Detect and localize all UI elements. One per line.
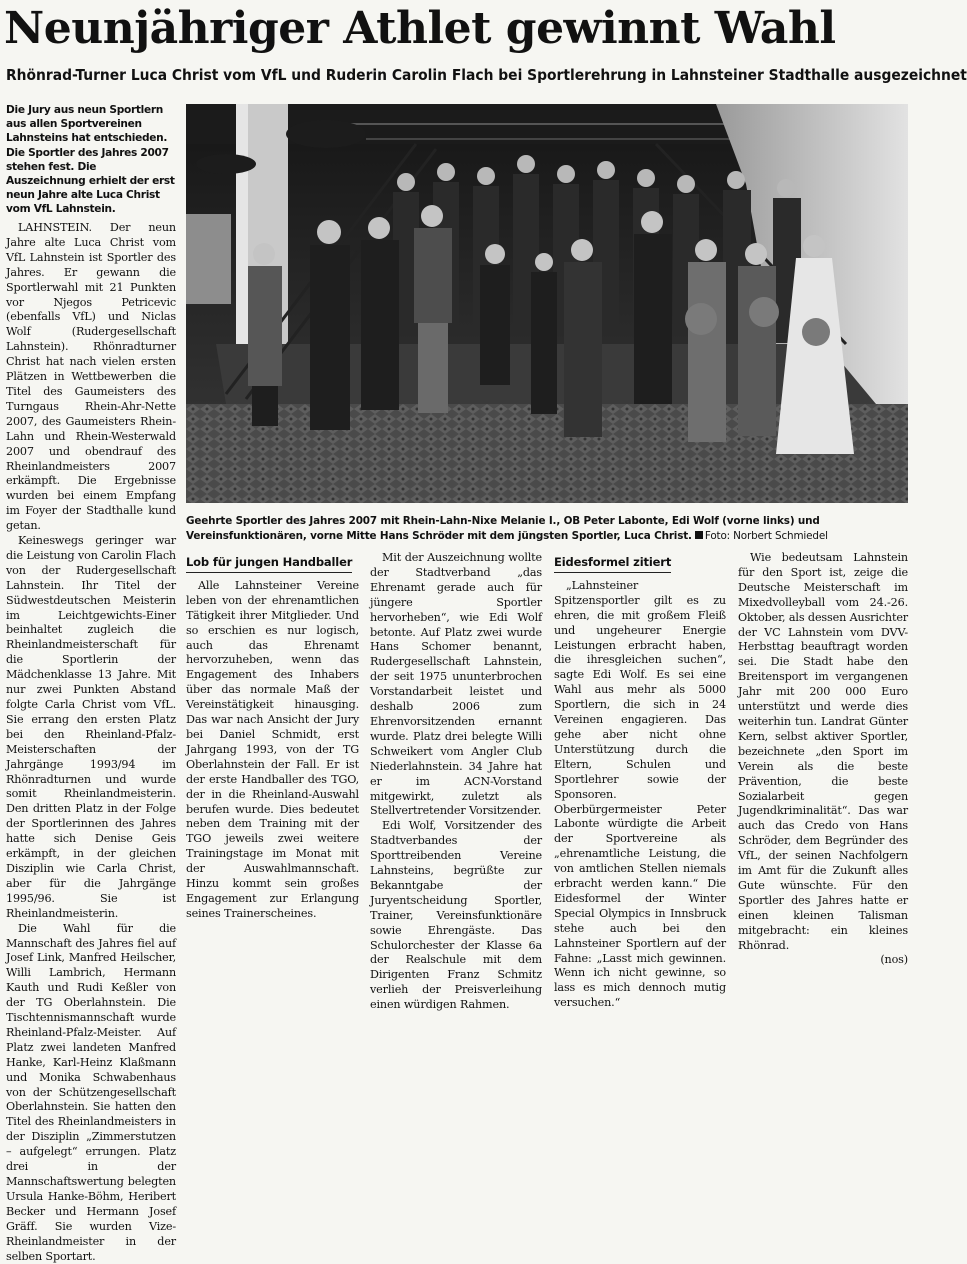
paragraph: Mit der Auszeichnung wollte der Stadtverband „das Ehrenamt gerade auch für jüngere Sportler hervorheben“, wie Edi Wolf betonte. Auf Platz zwei wurde Hans Schomer benannt, Rudergesellschaft Lahnstein, der seit 1975 ununterbrochen Vorstandarbeit leistet und deshalb 2006 zum Ehrenvorsitzenden ernannt wurde. Platz drei belegte Willi Schweikert vom Angler Club Niederlahnstein. 34 Jahre hat er im ACN-Vorstand mitgewirkt, zuletzt als Stellvertretender Vorsitzender.	[370, 551, 542, 818]
column-3	[370, 551, 542, 1017]
column-5	[738, 551, 908, 1017]
column-1	[6, 221, 176, 1263]
group-photo	[186, 104, 908, 503]
photo-credit: Foto: Norbert Schmiedel	[704, 529, 828, 542]
paragraph: Edi Wolf, Vorsitzender des Stadtverbandes der Sporttreibenden Vereine Lahnsteins, begrüßte zur Bekanntgabe der Juryentscheidung Sportler, Trainer, Vereinsfunktionäre sowie Ehrengäste. Das Schulorchester der Klasse 6a der Realschule mit dem Dirigenten Franz Schmitz verlieh der Preisverleihung einen würdigen Rahmen.	[370, 819, 542, 1012]
photo-caption	[186, 514, 908, 543]
subhead-handball: Lob für jungen Handballer	[186, 555, 352, 573]
paragraph: LAHNSTEIN. Der neun Jahre alte Luca Christ vom VfL Lahnstein ist Sportler des Jahres. Er gewann die Sportlerwahl mit 21 Punkten vor Njegos Petricevic (ebenfalls VfL) und Niclas Wolf (Rudergesellschaft Lahnstein). Rhönradturner Christ hat nach vielen ersten Plätzen in Wettbewerben die Titel des Gaumeisters des Turngaus Rhein-Ahr-Nette 2007, des Gaumeisters Rhein-Lahn und Rhein-Westerwald 2007 und obendrauf des Rheinlandmeisters 2007 erkämpft. Die Ergebnisse wurden bei einem Empfang im Foyer der Stadthalle kund getan.	[6, 221, 176, 533]
subhead-eid: Eidesformel zitiert	[554, 555, 671, 573]
square-bullet-icon	[695, 531, 703, 539]
column-4	[554, 551, 726, 1017]
caption-text: Geehrte Sportler des Jahres 2007 mit Rhein-Lahn-Nixe Melanie I., OB Peter Labonte, Edi Wolf (vorne links) und Vereinsfunktionären, vorne Mitte Hans Schröder mit dem jüngsten Sportler, Luca Christ.	[186, 515, 820, 542]
headline: Neunjähriger Athlet gewinnt Wahl	[4, 3, 836, 54]
group-photo-illustration	[186, 104, 908, 503]
lead-paragraph: Die Jury aus neun Sportlern aus allen Sportvereinen Lahnsteins hat entschieden. Die Sportler des Jahres 2007 stehen fest. Die Auszeichnung erhielt der erst neun Jahre alte Luca Christ vom VfL Lahnstein.	[6, 104, 175, 216]
author-signature: (nos)	[880, 953, 908, 967]
subheadline: Rhönrad-Turner Luca Christ vom VfL und Ruderin Carolin Flach bei Sportlerehrung in Lahnsteiner Stadthalle ausgezeichnet	[6, 66, 967, 84]
column-2	[186, 551, 359, 1017]
paragraph: Wie bedeutsam Lahnstein für den Sport ist, zeige die Deutsche Meisterschaft im Mixedvolleyball vom 24.-26. Oktober, als dessen Ausrichter der VC Lahnstein vom DVV-Herbsttag beauftragt worden sei. Die Stadt habe den Breitensport im vergangenen Jahr mit 200 000 Euro unterstützt und werde dies weiterhin tun. Landrat Günter Kern, selbst aktiver Sportler, bezeichnete „den Sport im Verein als die beste Prävention, die beste Sozialarbeit gegen Jugendkriminalität“. Das war auch das Credo von Hans Schröder, dem Begründer des VfL, der seinen Nachfolgern im Amt für die Zukunft alles Gute wünschte. Für den Sportler des Jahres hatte er einen kleinen Talisman mitgebracht: ein kleines Rhönrad.	[738, 551, 908, 952]
paragraph: Die Wahl für die Mannschaft des Jahres fiel auf Josef Link, Manfred Heilscher, Willi Lambrich, Hermann Kauth und Rudi Keßler von der TG Oberlahnstein. Die Tischtennismannschaft wurde Rheinland-Pfalz-Meister. Auf Platz zwei landeten Manfred Hanke, Karl-Heinz Klaßmann und Monika Schwabenhaus von der Schützengesellschaft Oberlahnstein. Sie hatten den Titel des Rheinlandmeisters in der Disziplin „Zimmerstutzen – aufgelegt“ errungen. Platz drei in der Mannschaftswertung belegten Ursula Hanke-Böhm, Heribert Becker und Hermann Josef Gräff. Sie wurden Vize-Rheinlandmeister in der selben Sportart.	[6, 921, 176, 1263]
paragraph: Alle Lahnsteiner Vereine leben von der ehrenamtlichen Tätigkeit ihrer Mitglieder. Und so erschien es nur logisch, auch das Ehrenamt hervorzuheben, wenn das Engagement des Inhabers über das normale Maß der Vereinstätigkeit hinausging. Das war nach Ansicht der Jury bei Daniel Schmidt, erst Jahrgang 1993, von der TG Oberlahnstein der Fall. Er ist der erste Handballer des TGO, der in die Rheinland-Auswahl berufen wurde. Dies bedeutet neben dem Training mit der TGO jeweils zwei weitere Trainingstage im Monat mit der Auswahlmannschaft. Hinzu kommt sein großes Engagement zur Erlangung seines Trainerscheines.	[186, 578, 359, 920]
paragraph: „Lahnsteiner Spitzensportler gilt es zu ehren, die mit großem Fleiß und ungeheurer Energie Leistungen erbracht haben, die ihresgleichen suchen“, sagte Edi Wolf. Es sei eine Wahl aus mehr als 5000 Sportlern, die sich in 24 Vereinen engagieren. Das gehe aber nicht ohne Unterstützung durch die Eltern, Schulen und Sportlehrer sowie der Sponsoren. Oberbürgermeister Peter Labonte würdigte die Arbeit der Sportvereine als „ehrenamtliche Leistung, die von amtlichen Stellen niemals erbracht werden kann.“ Die Eidesformel der Winter Special Olympics in Innsbruck stehe auch bei den Lahnsteiner Sportlern auf der Fahne: „Lasst mich gewinnen. Wenn ich nicht gewinne, so lass es mich dennoch mutig versuchen.“	[554, 578, 726, 1010]
paragraph: Keineswegs geringer war die Leistung von Carolin Flach von der Rudergesellschaft Lahnstein. Ihr Titel der Südwestdeutschen Meisterin im Leichtgewichts-Einer beinhaltet zugleich die Rheinlandmeisterschaft für die Sportlerin der Mädchenklasse 13 Jahre. Mit nur zwei Punkten Abstand folgte Carla Christ vom VfL. Sie errang den ersten Platz bei den Rheinland-Pfalz-Meisterschaften der Jahrgänge 1993/94 im Rhönradturnen und wurde somit Rheinlandmeisterin. Den dritten Platz in der Folge der Sportlerinnen des Jahres hatte sich Denise Geis erkämpft, in der gleichen Disziplin wie Carla Christ, aber für die Jahrgänge 1995/96. Sie ist Rheinlandmeisterin.	[6, 534, 176, 920]
